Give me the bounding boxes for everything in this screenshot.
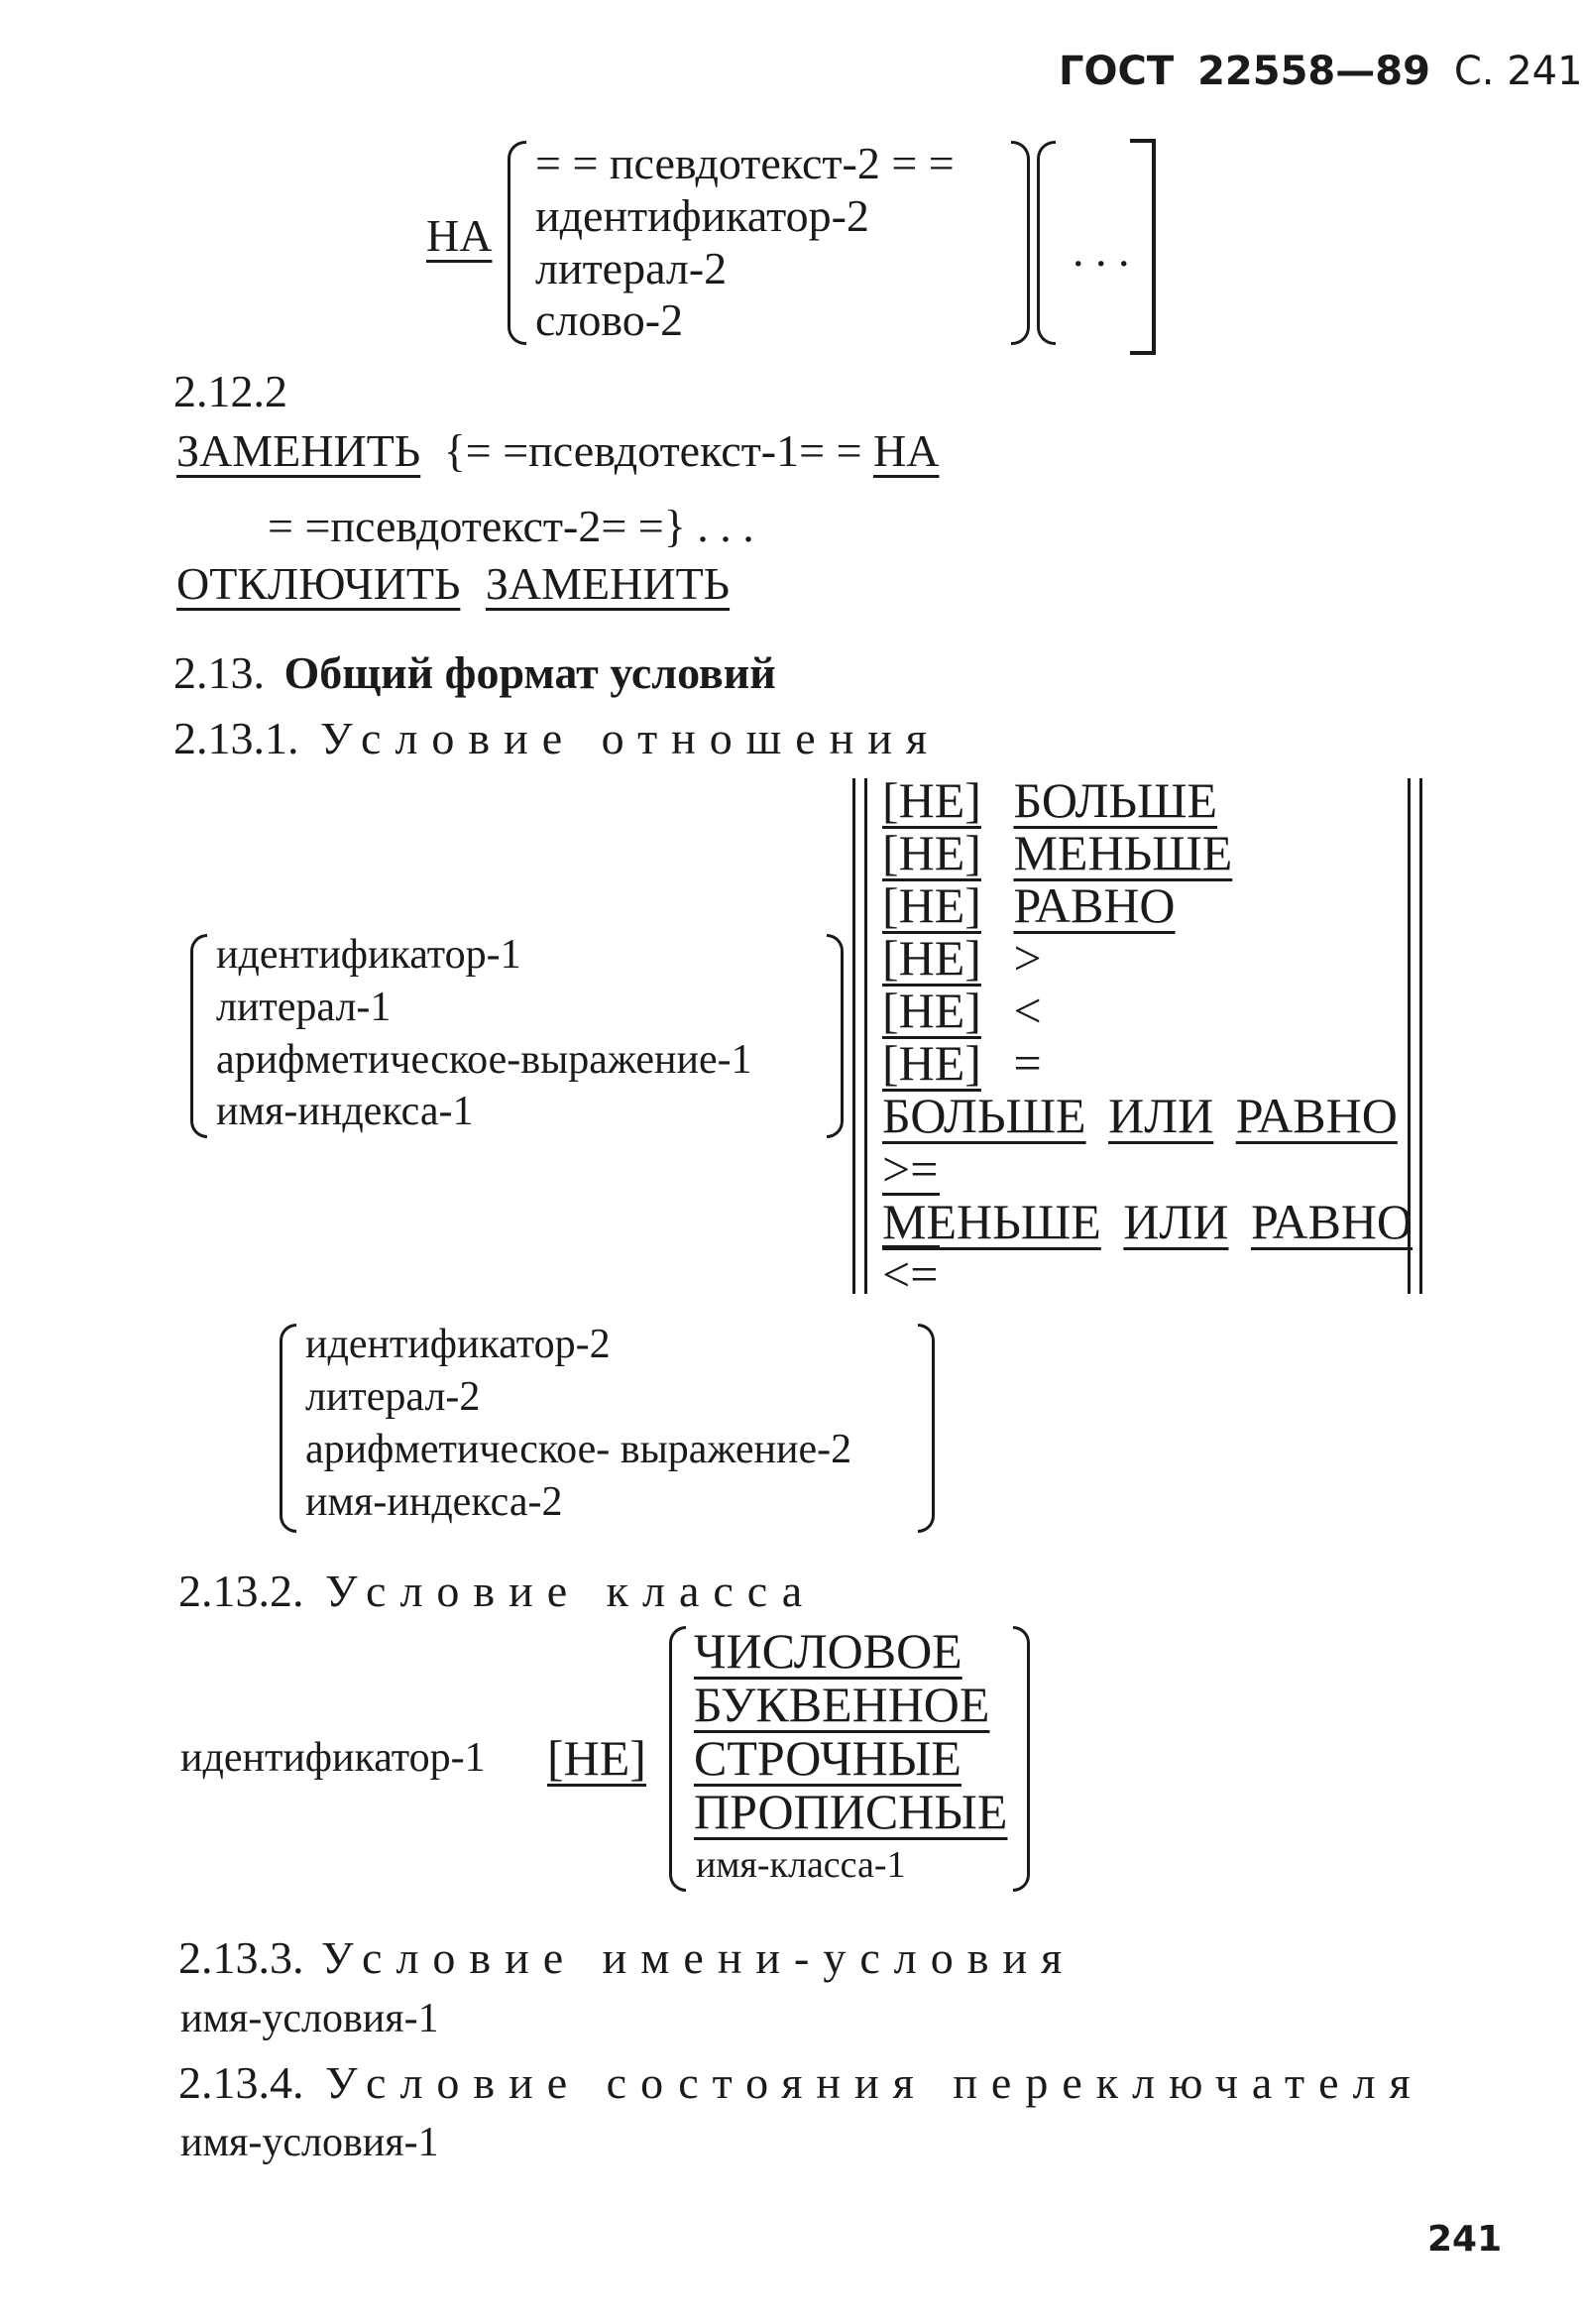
class-option-0: ЧИСЛОВОЕ [694, 1623, 962, 1679]
section-2131-heading [173, 713, 942, 763]
section-2132-heading [178, 1566, 817, 1616]
op-ge-word-2: РАВНО [1235, 1088, 1398, 1143]
class-option-3: ПРОПИСНЫЕ [694, 1784, 1008, 1839]
class-option-2: СТРОЧНЫЕ [694, 1730, 961, 1786]
section-2133-title: Условие имени-условия [321, 1932, 1076, 1983]
relation-left-option-3: имя-индекса-1 [216, 1089, 474, 1134]
op-ge-word-1: ИЛИ [1108, 1088, 1214, 1143]
op-ge-symbol: >= [882, 1141, 939, 1197]
keyword-replace-2: ЗАМЕНИТЬ [485, 558, 731, 609]
relation-right-option-0: идентификатор-2 [305, 1322, 611, 1367]
relation-right-option-1: литерал-2 [305, 1374, 481, 1420]
op-row-4 [882, 983, 1042, 1038]
op-row-3 [882, 930, 1042, 986]
operator-group-left-bar-2 [864, 778, 867, 1294]
relation-right-close-brace [918, 1324, 935, 1533]
section-2122-line1 [176, 425, 940, 476]
op-row-2 [882, 877, 1176, 933]
page-number: 241 [1427, 2219, 1503, 2260]
relation-left-option-0: идентификатор-1 [216, 932, 521, 978]
section-2133-number: 2.13.3. [178, 1932, 304, 1983]
keyword-on: НА [873, 425, 940, 476]
op-not-3: [НЕ] [882, 930, 981, 986]
header-gost-label: ГОСТ [1059, 49, 1175, 94]
relation-left-option-2: арифметическое-выражение-1 [216, 1037, 752, 1083]
section-213-title: Общий формат условий [283, 647, 776, 698]
op-le-symbol-underline [882, 1245, 940, 1248]
relation-right-option-3: имя-индекса-2 [305, 1479, 563, 1525]
op-row-0 [882, 772, 1218, 828]
section-2122-number: 2.12.2 [173, 366, 287, 416]
section-2132-title: Условие класса [325, 1566, 817, 1616]
section-2133-heading [178, 1932, 1076, 1983]
keyword-replace: ЗАМЕНИТЬ [176, 425, 421, 476]
block1-option-3: слово-2 [535, 294, 684, 345]
operator-group-right-bar [1408, 778, 1411, 1294]
op-not-5: [НЕ] [882, 1035, 981, 1091]
relation-right-option-2: арифметическое- выражение-2 [305, 1427, 852, 1472]
block1-ellipsis: . . . [1073, 225, 1130, 276]
section-2133-body: имя-условия-1 [180, 1996, 439, 2041]
section-2122-line3 [176, 558, 731, 609]
operator-group-left-bar [852, 778, 855, 1294]
class-not: [НЕ] [547, 1730, 646, 1786]
block1-option-0: = = псевдотекст-2 = = [535, 138, 955, 188]
header-gost-number: 22558—89 [1197, 49, 1430, 94]
header-gost [1059, 49, 1583, 94]
relation-left-option-1: литерал-1 [216, 985, 392, 1030]
op-le-word-1: ИЛИ [1123, 1194, 1229, 1249]
op-row-5 [882, 1035, 1042, 1091]
block1-square-bracket [1130, 139, 1156, 355]
class-name: имя-класса-1 [696, 1844, 906, 1886]
op-word-2: РАВНО [1013, 877, 1176, 933]
op-not-0: [НЕ] [882, 772, 981, 828]
operator-group-right-bar-2 [1419, 778, 1422, 1294]
section-2131-number: 2.13.1. [173, 713, 299, 763]
relation-left-brace [190, 934, 207, 1138]
section-2134-title: Условие состояния переключателя [325, 2057, 1424, 2108]
class-right-brace [1013, 1626, 1030, 1892]
op-row-ge [882, 1088, 1398, 1143]
class-subject: идентификатор-1 [180, 1735, 486, 1781]
section-213-heading [173, 647, 776, 698]
section-2134-heading [178, 2057, 1424, 2108]
class-left-brace [669, 1626, 686, 1892]
section-2134-body: имя-условия-1 [180, 2120, 439, 2165]
op-le-symbol: <= [882, 1246, 939, 1302]
class-option-1: БУКВЕННОЕ [694, 1677, 990, 1732]
op-le-word-0: МЕНЬШЕ [882, 1194, 1101, 1249]
relation-right-brace [280, 1324, 296, 1533]
section-2131-title: Условие отношения [320, 713, 942, 763]
op-word-3: > [1013, 930, 1042, 986]
section-2132-number: 2.13.2. [178, 1566, 304, 1616]
keyword-na: НА [426, 210, 493, 261]
block1-right-brace [1011, 141, 1030, 345]
op-row-le [882, 1194, 1413, 1249]
op-ge-word-0: БОЛЬШЕ [882, 1088, 1086, 1143]
op-word-5: = [1013, 1035, 1042, 1091]
keyword-off: ОТКЛЮЧИТЬ [176, 558, 461, 609]
block1-left-brace [508, 141, 526, 345]
pseudo-text-2: = =псевдотекст-2= =} . . . [268, 501, 754, 551]
op-word-1: МЕНЬШЕ [1013, 825, 1233, 880]
header-page-ref: С. 241 [1453, 49, 1583, 94]
op-word-4: < [1013, 983, 1042, 1038]
block1-option-1: идентификатор-2 [535, 190, 869, 241]
op-row-1 [882, 825, 1233, 880]
op-not-4: [НЕ] [882, 983, 981, 1038]
block1-option-2: литерал-2 [535, 243, 728, 293]
op-le-word-2: РАВНО [1250, 1194, 1413, 1249]
pseudo-text-1: {= =псевдотекст-1= = [443, 425, 862, 476]
block1-outer-brace [1037, 141, 1056, 345]
section-213-number: 2.13. [173, 647, 265, 698]
op-word-0: БОЛЬШЕ [1013, 772, 1218, 828]
section-2134-number: 2.13.4. [178, 2057, 304, 2108]
op-not-1: [НЕ] [882, 825, 981, 880]
relation-left-close-brace [827, 934, 844, 1138]
op-not-2: [НЕ] [882, 877, 981, 933]
